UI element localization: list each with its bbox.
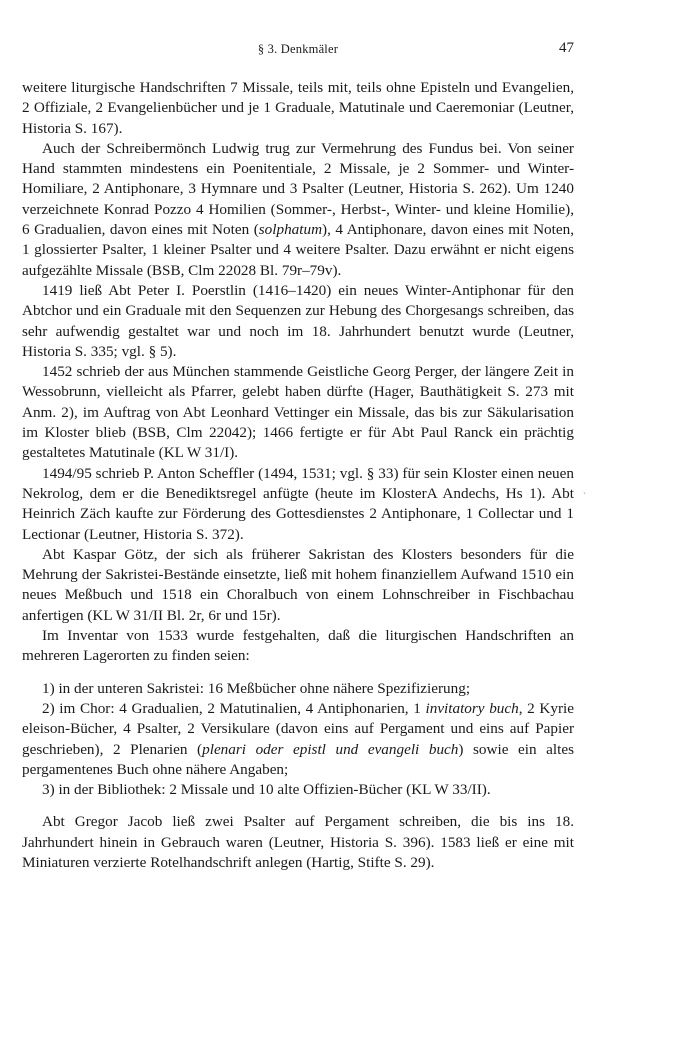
paragraph-4 [22, 362, 574, 463]
paragraph-7-text: Im Inventar von 1533 wurde festgehalten, daß die liturgischen Handschriften an mehreren Lagerorten zu finden seien: [22, 627, 574, 665]
paragraph-1 [22, 78, 574, 139]
page-header [22, 40, 574, 62]
paragraph-6 [22, 545, 574, 626]
list-item-2-italic-a: invitatory buch [425, 699, 519, 717]
paragraph-5 [22, 464, 574, 545]
paragraph-5-text: 1494/95 schrieb P. Anton Scheffler (1494, 1531; vgl. § 33) für sein Kloster einen neuen Nekrolog, dem er die Benediktsregel anfügte (heute im KlosterA Andechs, Hs 1). Abt Heinrich Zäch kaufte zur Förderung des Gottesdienstes 2 Antiphonare, 1 Collectar und 1 Lectionar (Leutner, Historia S. 372). [22, 464, 574, 543]
paragraph-3 [22, 281, 574, 362]
list-item-1-text: 1) in der unteren Sakristei: 16 Meßbücher ohne nähere Spezifizierung; [42, 679, 471, 697]
paragraph-2 [22, 139, 574, 281]
paragraph-2-text-a: Auch der Schreibermönch Ludwig trug zur Vermehrung des Fundus bei. Von seiner Hand stammten mindestens ein Poenitentiale, 2 Missale, je 2 Sommer- und Winter-Homiliare, 2 Antiphonare, 3 Hymnare und 3 Psalter (Leutner, Historia S. 262). Um 1240 verzeichnete Konrad Pozzo 4 Homilien (Sommer-, Herbst-, Winter- und kleine Homilie), 6 Gradualien, davon eines mit Noten ( [22, 139, 574, 239]
running-head: § 3. Denkmäler [257, 42, 339, 56]
paragraph-4-text: 1452 schrieb der aus München stammende Geistliche Georg Perger, der längere Zeit in Wessobrunn, vielleicht als Pfarrer, gelebt haben dürfte (Hager, Bauthätigkeit S. 273 mit Anm. 2), im Auftrag von Abt Leonhard Vettinger ein Missale, das bis zur Säkularisation im Kloster blieb (BSB, Clm 22042); 1466 fertigte er für Abt Paul Ranck ein prächtig gestaltetes Matutinale (KL W 31/I). [22, 363, 574, 462]
closing-paragraph [22, 812, 574, 873]
inventory-list [22, 679, 574, 801]
paragraph-2-text-b: ), 4 Antiphonare, davon eines mit Noten, 1 glossierter Psalter, 1 kleiner Psalter und 4 weitere Psalter. Dazu erwähnt er nicht eigens aufgezählte Missale (BSB, Clm 22028 Bl. 79r–79v). [22, 221, 574, 279]
paragraph-2-italic: solphatum [258, 221, 323, 239]
list-item [22, 780, 574, 800]
list-item-2-text-c: ) sowie ein altes pergamentenes Buch ohne nähere Angaben; [22, 740, 574, 778]
paragraph-6-text: Abt Kaspar Götz, der sich als früherer Sakristan des Klosters besonders für die Mehrung der Sakristei-Bestände einsetzte, ließ mit hohem finanziellem Aufwand 1510 ein neues Meßbuch und 1518 ein Choralbuch von einem Lohnschreiber in Fischbachau anfertigen (KL W 31/II Bl. 2r, 6r und 15r). [22, 545, 574, 624]
list-item-3-text: 3) in der Bibliothek: 2 Missale und 10 alte Offizien-Bücher (KL W 33/II). [42, 781, 491, 799]
list-item-2-italic-b: plenari oder epistl und evangeli buch [202, 740, 459, 758]
paragraph-1-text: weitere liturgische Handschriften 7 Missale, teils mit, teils ohne Episteln und Evangelien, 2 Offiziale, 2 Evangelienbücher und je 1 Graduale, Matutinale und Caeremoniar (Leutner, Historia S. 167). [22, 79, 574, 137]
list-item [22, 679, 574, 699]
list-item-2-text-a: 2) im Chor: 4 Gradualien, 2 Matutinalien, 4 Antiphonarien, 1 [42, 699, 426, 717]
page-number: 47 [559, 40, 574, 56]
margin-mark: ˋ [583, 491, 586, 501]
paragraph-7 [22, 626, 574, 667]
paragraph-3-text: 1419 ließ Abt Peter I. Poerstlin (1416–1420) ein neues Winter-Antiphonar für den Abtchor und ein Graduale mit den Sequenzen zur Hebung des Chorgesangs schreiben, das sehr aufwendig gestaltet war und noch im 18. Jahrhundert benutzt wurde (Leutner, Historia S. 335; vgl. § 5). [22, 281, 574, 360]
list-item [22, 699, 574, 780]
body-text [22, 78, 574, 873]
closing-paragraph-text: Abt Gregor Jacob ließ zwei Psalter auf Pergament schreiben, die bis ins 18. Jahrhundert hinein in Gebrauch waren (Leutner, Historia S. 396). 1583 ließ er eine mit Miniaturen verzierte Rotelhandschrift anlegen (Hartig, Stifte S. 29). [22, 813, 574, 871]
list-item-2-text-b: , 2 Kyrie eleison-Bücher, 4 Psalter, 2 Versikulare (davon eins auf Pergament und eins auf Papier geschrieben), 2 Plenarien ( [22, 699, 575, 758]
